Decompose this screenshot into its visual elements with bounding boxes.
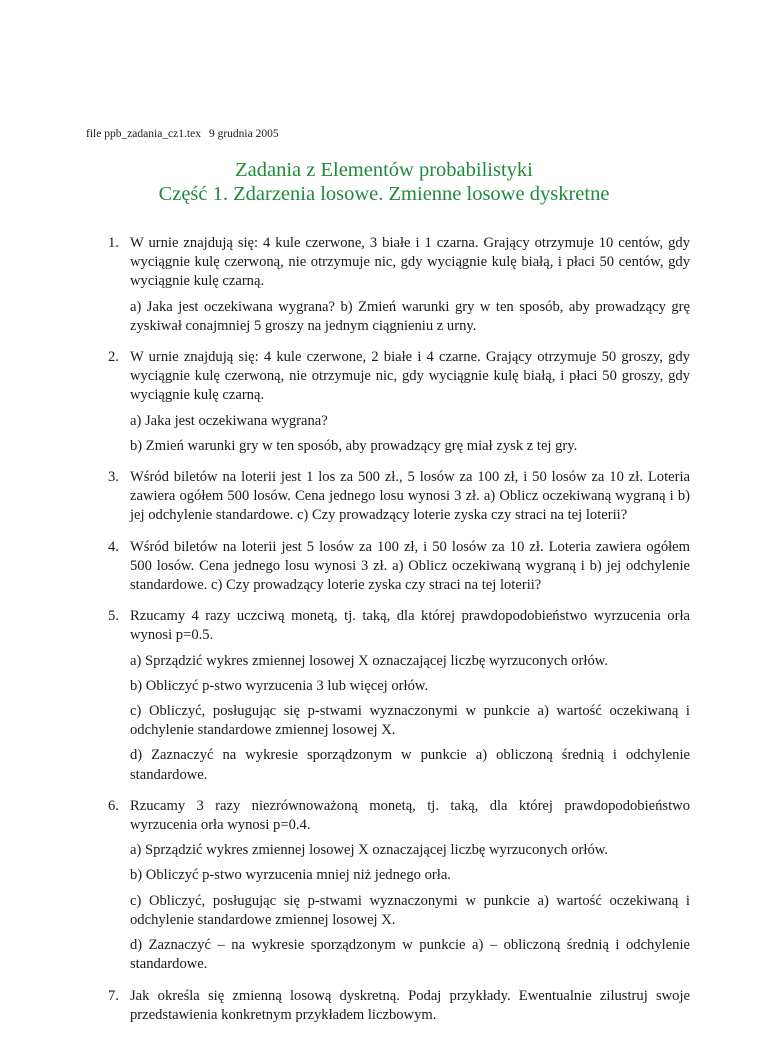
- problem-subtask: d) Zaznaczyć – na wykresie sporządzonym w punkcie a) – obliczoną średnią i odchylenie standardowe.: [130, 937, 690, 973]
- problem-subtask: c) Obliczyć, posługując się p-stwami wyznaczonymi w punkcie a) wartość oczekiwaną i odchylenie standardowe zmiennej losowej X.: [130, 703, 690, 739]
- problem-number: 3.: [108, 469, 119, 486]
- problem-text: Wśród biletów na loterii jest 1 los za 500 zł., 5 losów za 100 zł, i 50 losów za 10 zł. Loteria zawiera ogółem 500 losów. Cena jednego losu wynosi 3 zł. a) Oblicz oczekiwaną wygraną i b) jej odchylenie standardowe. c) Czy prowadzący loterie zyska czy straci na tej loterii?: [130, 469, 690, 524]
- problem-subtask: a) Sprządzić wykres zmiennej losowej X oznaczającej liczbę wyrzuconych orłów.: [130, 842, 609, 859]
- problem-number: 4.: [108, 538, 119, 555]
- problem-item: [108, 987, 690, 1025]
- problem-text: W urnie znajdują się: 4 kule czerwone, 2 białe i 4 czarne. Grający otrzymuje 50 groszy, gdy wyciągnie kulę czerwoną, nie otrzymuje nic, gdy wyciągnie kulę białą, i płaci 50 groszy, gdy wyciągnie kulę czarną.: [130, 349, 690, 404]
- problem-subtask: c) Obliczyć, posługując się p-stwami wyznaczonymi w punkcie a) wartość oczekiwaną i odchylenie standardowe zmiennej losowej X.: [130, 892, 690, 928]
- problem-item: [108, 468, 690, 526]
- problem-text: Rzucamy 4 razy uczciwą monetą, tj. taką, dla której prawdopodobieństwo wyrzucenia orła wynosi p=0.5.: [130, 608, 690, 644]
- problem-subtask: d) Zaznaczyć na wykresie sporządzonym w punkcie a) obliczoną średnią i odchylenie standardowe.: [130, 747, 690, 783]
- document-title: [0, 158, 768, 206]
- problem-subtask: a) Sprządzić wykres zmiennej losowej X oznaczającej liczbę wyrzuconych orłów.: [130, 652, 609, 669]
- problem-subtask: a) Jaka jest oczekiwana wygrana?: [130, 412, 328, 429]
- problem-number: 6.: [108, 797, 119, 814]
- problem-subtask: a) Jaka jest oczekiwana wygrana? b) Zmień warunki gry w ten sposób, aby prowadzący grę zyskiwał conajmniej 5 groszy na jednym ciągnieniu z urny.: [130, 298, 690, 334]
- problem-text: Wśród biletów na loterii jest 5 losów za 100 zł, i 50 losów za 10 zł. Loteria zawiera ogółem 500 losów. Cena jednego losu wynosi 3 zł. a) Oblicz oczekiwaną wygraną i b) jej odchylenie standardowe. c) Czy prowadzący loterie zyska czy straci na tej loterii?: [130, 538, 690, 594]
- problem-number: 7.: [108, 987, 119, 1004]
- problem-item: [108, 538, 690, 596]
- problem-number: 5.: [108, 608, 119, 625]
- problem-item: [108, 797, 690, 975]
- problem-subtask: b) Zmień warunki gry w ten sposób, aby prowadzący grę miał zysk z tej gry.: [130, 437, 578, 454]
- file-header: [86, 128, 279, 140]
- problem-subtask: b) Obliczyć p-stwo wyrzucenia 3 lub więcej orłów.: [130, 677, 429, 694]
- header-filename: file ppb_zadania_cz1.tex: [86, 128, 201, 140]
- problem-subtask: b) Obliczyć p-stwo wyrzucenia mniej niż jednego orła.: [130, 867, 451, 884]
- header-date: 9 grudnia 2005: [208, 128, 279, 140]
- problem-number: 1.: [108, 235, 119, 251]
- problem-item: [108, 234, 690, 336]
- title-line-2: Część 1. Zdarzenia losowe. Zmienne losowe dyskretne: [158, 183, 610, 205]
- problem-text: Jak określa się zmienną losową dyskretną. Podaj przykłady. Ewentualnie zilustruj swoje przedstawienia konkretnym przykładem liczbowym.: [130, 987, 690, 1023]
- title-line-1: Zadania z Elementów probabilistyki: [235, 159, 533, 181]
- problem-text: Rzucamy 3 razy niezrównoważoną monetą, tj. taką, dla której prawdopodobieństwo wyrzucenia orła wynosi p=0.4.: [130, 797, 690, 834]
- problem-number: 2.: [108, 349, 119, 366]
- problem-item: [108, 607, 690, 785]
- problem-item: [108, 348, 690, 456]
- problem-list: [108, 234, 690, 1037]
- problem-text: W urnie znajdują się: 4 kule czerwone, 3 białe i 1 czarna. Grający otrzymuje 10 centów, gdy wyciągnie kulę czerwoną, nie otrzymuje nic, gdy wyciągnie kulę białą, i płaci 50 centów, gdy wyciągnie kulę czarną.: [130, 235, 690, 290]
